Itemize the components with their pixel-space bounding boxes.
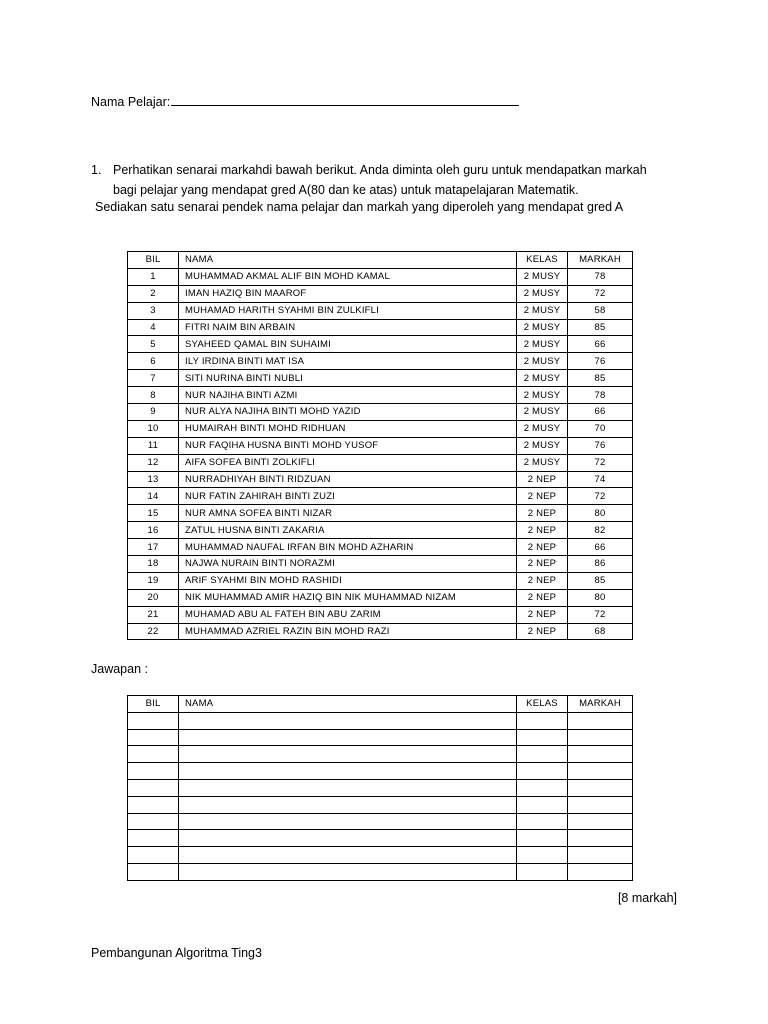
answer-cell-nama[interactable]	[179, 729, 517, 746]
answer-cell-bil[interactable]	[128, 847, 179, 864]
cell-nama: AIFA SOFEA BINTI ZOLKIFLI	[179, 454, 517, 471]
cell-nama: NUR FATIN ZAHIRAH BINTI ZUZI	[179, 488, 517, 505]
answer-cell-bil[interactable]	[128, 712, 179, 729]
table-row	[128, 488, 633, 505]
answer-cell-nama[interactable]	[179, 796, 517, 813]
cell-nama: NUR AMNA SOFEA BINTI NIZAR	[179, 505, 517, 522]
answer-cell-markah[interactable]	[568, 712, 633, 729]
answer-row	[128, 746, 633, 763]
cell-markah: 78	[568, 268, 633, 285]
cell-nama: ZATUL HUSNA BINTI ZAKARIA	[179, 522, 517, 539]
answer-cell-nama[interactable]	[179, 847, 517, 864]
cell-kelas: 2 NEP	[517, 572, 568, 589]
answer-cell-nama[interactable]	[179, 813, 517, 830]
student-name-label: Nama Pelajar:	[91, 95, 171, 109]
answer-header-row	[128, 696, 633, 713]
table-row	[128, 623, 633, 640]
answer-cell-nama[interactable]	[179, 746, 517, 763]
answer-label: Jawapan :	[91, 662, 148, 676]
answer-table	[127, 695, 633, 881]
cell-nama: MUHAMMAD NAUFAL IRFAN BIN MOHD AZHARIN	[179, 539, 517, 556]
cell-nama: IMAN HAZIQ BIN MAAROF	[179, 285, 517, 302]
student-marks-table	[127, 251, 633, 640]
cell-kelas: 2 NEP	[517, 606, 568, 623]
answer-row	[128, 830, 633, 847]
answer-row	[128, 729, 633, 746]
cell-markah: 74	[568, 471, 633, 488]
cell-kelas: 2 MUSY	[517, 370, 568, 387]
cell-bil: 11	[128, 437, 179, 454]
table-row	[128, 589, 633, 606]
table-row	[128, 556, 633, 573]
answer-cell-kelas[interactable]	[517, 796, 568, 813]
question-line-3: Sediakan satu senarai pendek nama pelajar dan markah yang diperoleh yang mendapat gred A	[95, 200, 624, 214]
cell-nama: MUHAMAD HARITH SYAHMI BIN ZULKIFLI	[179, 302, 517, 319]
page-footer: Pembangunan Algoritma Ting3	[91, 946, 262, 960]
cell-kelas: 2 NEP	[517, 589, 568, 606]
answer-cell-nama[interactable]	[179, 830, 517, 847]
cell-kelas: 2 NEP	[517, 522, 568, 539]
answer-cell-kelas[interactable]	[517, 712, 568, 729]
cell-markah: 58	[568, 302, 633, 319]
cell-kelas: 2 NEP	[517, 623, 568, 640]
table-row	[128, 370, 633, 387]
cell-kelas: 2 MUSY	[517, 268, 568, 285]
table-header-row	[128, 252, 633, 269]
cell-markah: 72	[568, 606, 633, 623]
header-bil: BIL	[128, 252, 179, 269]
cell-bil: 22	[128, 623, 179, 640]
cell-kelas: 2 MUSY	[517, 437, 568, 454]
answer-cell-kelas[interactable]	[517, 864, 568, 881]
answer-row	[128, 763, 633, 780]
cell-markah: 80	[568, 505, 633, 522]
answer-cell-markah[interactable]	[568, 796, 633, 813]
cell-markah: 66	[568, 404, 633, 421]
cell-bil: 20	[128, 589, 179, 606]
cell-kelas: 2 MUSY	[517, 454, 568, 471]
cell-nama: NIK MUHAMMAD AMIR HAZIQ BIN NIK MUHAMMAD NIZAM	[179, 589, 517, 606]
cell-markah: 80	[568, 589, 633, 606]
answer-cell-bil[interactable]	[128, 864, 179, 881]
answer-cell-markah[interactable]	[568, 847, 633, 864]
cell-bil: 1	[128, 268, 179, 285]
table-row	[128, 572, 633, 589]
cell-kelas: 2 NEP	[517, 505, 568, 522]
question-line-1: Perhatikan senarai markahdi bawah berikut. Anda diminta oleh guru untuk mendapatkan markah	[113, 163, 647, 177]
answer-cell-kelas[interactable]	[517, 746, 568, 763]
table-row	[128, 319, 633, 336]
cell-markah: 85	[568, 572, 633, 589]
cell-markah: 70	[568, 420, 633, 437]
table-row	[128, 539, 633, 556]
answer-row	[128, 796, 633, 813]
cell-markah: 86	[568, 556, 633, 573]
answer-cell-markah[interactable]	[568, 780, 633, 797]
answer-cell-markah[interactable]	[568, 864, 633, 881]
question-line-2: bagi pelajar yang mendapat gred A(80 dan ke atas) untuk matapelajaran Matematik.	[113, 183, 579, 197]
cell-bil: 14	[128, 488, 179, 505]
cell-bil: 17	[128, 539, 179, 556]
answer-cell-kelas[interactable]	[517, 847, 568, 864]
table-row	[128, 404, 633, 421]
answer-cell-bil[interactable]	[128, 763, 179, 780]
cell-nama: HUMAIRAH BINTI MOHD RIDHUAN	[179, 420, 517, 437]
cell-nama: NUR FAQIHA HUSNA BINTI MOHD YUSOF	[179, 437, 517, 454]
student-name-blank[interactable]	[171, 94, 519, 106]
cell-nama: MUHAMMAD AZRIEL RAZIN BIN MOHD RAZI	[179, 623, 517, 640]
marks-note: [8 markah]	[617, 891, 677, 905]
cell-nama: SITI NURINA BINTI NUBLI	[179, 370, 517, 387]
answer-cell-nama[interactable]	[179, 780, 517, 797]
answer-cell-nama[interactable]	[179, 712, 517, 729]
cell-nama: MUHAMMAD AKMAL ALIF BIN MOHD KAMAL	[179, 268, 517, 285]
table-row	[128, 505, 633, 522]
cell-markah: 66	[568, 336, 633, 353]
cell-kelas: 2 NEP	[517, 539, 568, 556]
cell-nama: NAJWA NURAIN BINTI NORAZMI	[179, 556, 517, 573]
cell-kelas: 2 NEP	[517, 556, 568, 573]
table-row	[128, 454, 633, 471]
answer-row	[128, 780, 633, 797]
answer-cell-kelas[interactable]	[517, 813, 568, 830]
table-row	[128, 522, 633, 539]
table-row	[128, 302, 633, 319]
cell-bil: 21	[128, 606, 179, 623]
cell-markah: 66	[568, 539, 633, 556]
cell-bil: 16	[128, 522, 179, 539]
table-row	[128, 420, 633, 437]
cell-kelas: 2 MUSY	[517, 404, 568, 421]
cell-markah: 76	[568, 437, 633, 454]
cell-bil: 3	[128, 302, 179, 319]
answer-cell-kelas[interactable]	[517, 830, 568, 847]
cell-bil: 8	[128, 387, 179, 404]
table-row	[128, 285, 633, 302]
cell-markah: 82	[568, 522, 633, 539]
question-number: 1.	[91, 163, 102, 177]
cell-nama: FITRI NAIM BIN ARBAIN	[179, 319, 517, 336]
cell-kelas: 2 MUSY	[517, 319, 568, 336]
header-nama: NAMA	[179, 252, 517, 269]
answer-cell-nama[interactable]	[179, 763, 517, 780]
cell-bil: 5	[128, 336, 179, 353]
cell-bil: 6	[128, 353, 179, 370]
cell-markah: 72	[568, 285, 633, 302]
table-row	[128, 268, 633, 285]
answer-cell-kelas[interactable]	[517, 729, 568, 746]
cell-kelas: 2 MUSY	[517, 387, 568, 404]
answer-cell-markah[interactable]	[568, 830, 633, 847]
answer-cell-bil[interactable]	[128, 796, 179, 813]
cell-nama: NUR ALYA NAJIHA BINTI MOHD YAZID	[179, 404, 517, 421]
cell-bil: 4	[128, 319, 179, 336]
header-kelas: KELAS	[517, 252, 568, 269]
cell-kelas: 2 MUSY	[517, 285, 568, 302]
cell-kelas: 2 MUSY	[517, 353, 568, 370]
cell-bil: 18	[128, 556, 179, 573]
student-name-line	[91, 94, 519, 109]
table-row	[128, 387, 633, 404]
cell-bil: 13	[128, 471, 179, 488]
cell-nama: SYAHEED QAMAL BIN SUHAIMI	[179, 336, 517, 353]
cell-bil: 15	[128, 505, 179, 522]
cell-markah: 76	[568, 353, 633, 370]
answer-cell-markah[interactable]	[568, 729, 633, 746]
cell-nama: NURRADHIYAH BINTI RIDZUAN	[179, 471, 517, 488]
answer-row	[128, 864, 633, 881]
cell-nama: MUHAMAD ABU AL FATEH BIN ABU ZARIM	[179, 606, 517, 623]
answer-cell-kelas[interactable]	[517, 763, 568, 780]
cell-markah: 85	[568, 319, 633, 336]
cell-bil: 2	[128, 285, 179, 302]
cell-kelas: 2 MUSY	[517, 336, 568, 353]
answer-cell-kelas[interactable]	[517, 780, 568, 797]
cell-bil: 19	[128, 572, 179, 589]
cell-markah: 72	[568, 488, 633, 505]
cell-bil: 12	[128, 454, 179, 471]
table-row	[128, 437, 633, 454]
table-row	[128, 353, 633, 370]
answer-cell-nama[interactable]	[179, 864, 517, 881]
answer-cell-bil[interactable]	[128, 780, 179, 797]
cell-markah: 72	[568, 454, 633, 471]
answer-cell-bil[interactable]	[128, 830, 179, 847]
answer-row	[128, 813, 633, 830]
answer-cell-markah[interactable]	[568, 746, 633, 763]
cell-bil: 10	[128, 420, 179, 437]
cell-kelas: 2 MUSY	[517, 302, 568, 319]
cell-nama: ILY IRDINA BINTI MAT ISA	[179, 353, 517, 370]
answer-cell-markah[interactable]	[568, 813, 633, 830]
cell-kelas: 2 NEP	[517, 471, 568, 488]
table-row	[128, 471, 633, 488]
table-row	[128, 336, 633, 353]
table-row	[128, 606, 633, 623]
cell-bil: 9	[128, 404, 179, 421]
cell-kelas: 2 MUSY	[517, 420, 568, 437]
question-1	[91, 160, 691, 200]
cell-markah: 78	[568, 387, 633, 404]
answer-row	[128, 847, 633, 864]
answer-header-kelas: KELAS	[517, 696, 568, 713]
answer-cell-bil[interactable]	[128, 729, 179, 746]
answer-cell-bil[interactable]	[128, 813, 179, 830]
cell-markah: 85	[568, 370, 633, 387]
cell-bil: 7	[128, 370, 179, 387]
cell-nama: ARIF SYAHMI BIN MOHD RASHIDI	[179, 572, 517, 589]
header-markah: MARKAH	[568, 252, 633, 269]
cell-nama: NUR NAJIHA BINTI AZMI	[179, 387, 517, 404]
answer-header-bil: BIL	[128, 696, 179, 713]
answer-header-markah: MARKAH	[568, 696, 633, 713]
answer-row	[128, 712, 633, 729]
cell-markah: 68	[568, 623, 633, 640]
cell-kelas: 2 NEP	[517, 488, 568, 505]
answer-cell-bil[interactable]	[128, 746, 179, 763]
answer-cell-markah[interactable]	[568, 763, 633, 780]
answer-header-nama: NAMA	[179, 696, 517, 713]
